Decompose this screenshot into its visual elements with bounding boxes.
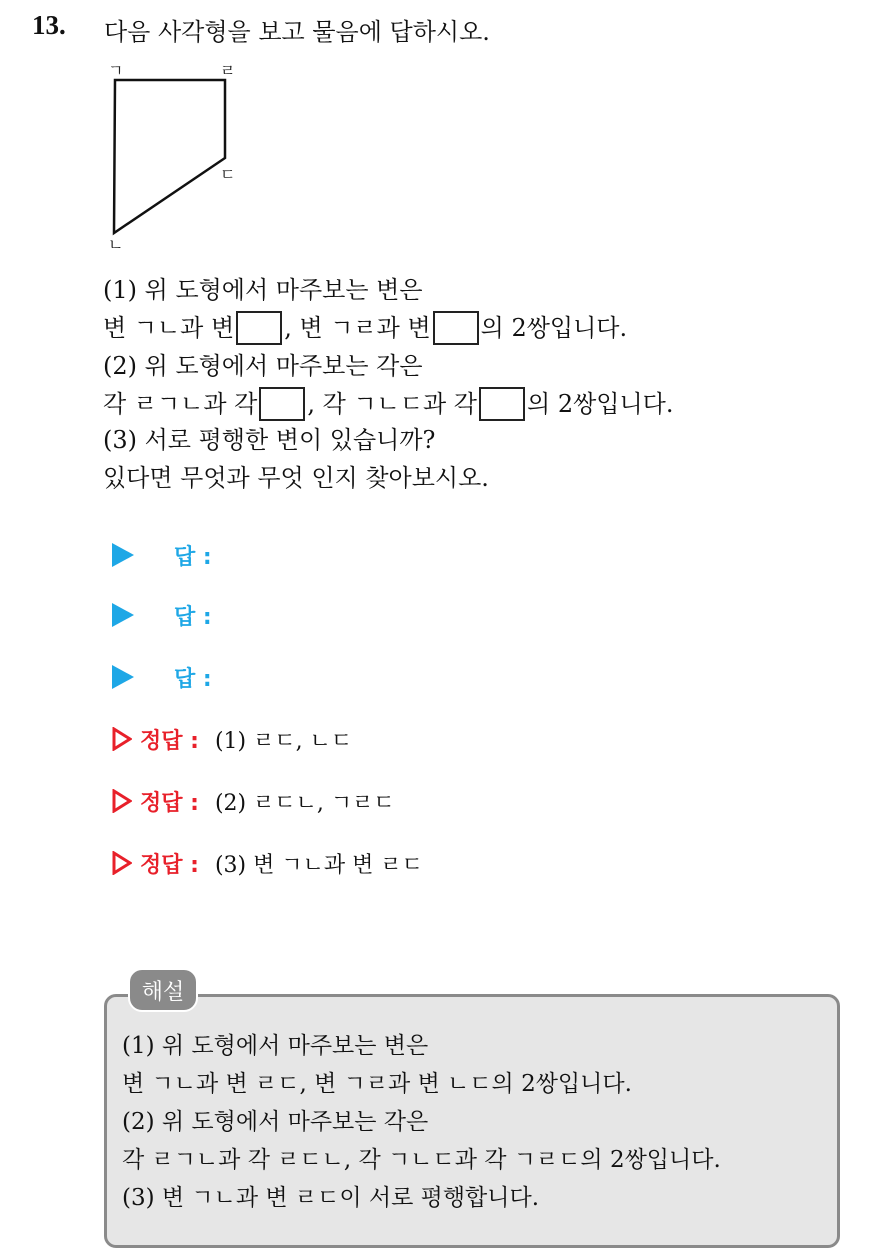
solution-row-1 — [112, 722, 352, 756]
answer-row-3[interactable] — [112, 660, 212, 694]
subquestion-1-text-c: 의 2쌍입니다. — [480, 314, 628, 342]
outline-triangle-icon — [112, 851, 132, 875]
outline-triangle-icon — [112, 789, 132, 813]
solution-row-3 — [112, 846, 423, 880]
question-prompt: 다음 사각형을 보고 물음에 답하시오. — [104, 18, 490, 46]
outline-triangle-icon — [112, 727, 132, 751]
solution-label: 정답 : — [140, 728, 199, 754]
answer-row-1[interactable] — [112, 538, 212, 572]
play-triangle-icon — [112, 543, 134, 567]
explanation-line: 변 ㄱㄴ과 변 ㄹㄷ, 변 ㄱㄹ과 변 ㄴㄷ의 2쌍입니다. — [122, 1071, 632, 1097]
solution-row-2 — [112, 784, 395, 818]
solution-label: 정답 : — [140, 852, 199, 878]
answer-row-2[interactable] — [112, 598, 212, 632]
explanation-tag: 해설 — [128, 968, 198, 1012]
subquestion-1-text-b: , 변 ㄱㄹ과 변 — [284, 314, 431, 342]
explanation-line: (3) 변 ㄱㄴ과 변 ㄹㄷ이 서로 평행합니다. — [122, 1185, 540, 1211]
vertex-label-middle-right: ㄷ — [220, 165, 236, 184]
answer-label: 답 : — [174, 666, 212, 692]
solution-label: 정답 : — [140, 790, 199, 816]
explanation-line: (2) 위 도형에서 마주보는 각은 — [122, 1109, 429, 1135]
answer-blank-box[interactable] — [236, 311, 282, 345]
play-triangle-icon — [112, 603, 134, 627]
play-triangle-icon — [112, 665, 134, 689]
subquestion-3-line-1: (3) 서로 평행한 변이 있습니까? — [103, 426, 436, 454]
explanation-line: 각 ㄹㄱㄴ과 각 ㄹㄷㄴ, 각 ㄱㄴㄷ과 각 ㄱㄹㄷ의 2쌍입니다. — [122, 1147, 721, 1173]
subquestion-1-text-a: 변 ㄱㄴ과 변 — [103, 314, 235, 342]
vertex-label-top-right: ㄹ — [220, 61, 236, 80]
subquestion-2-text-c: 의 2쌍입니다. — [527, 390, 674, 418]
solution-value: (2) ㄹㄷㄴ, ㄱㄹㄷ — [214, 790, 395, 816]
subquestion-2-text-a: 각 ㄹㄱㄴ과 각 — [103, 390, 258, 418]
answer-label: 답 : — [174, 544, 212, 570]
subquestion-2-line-1: (2) 위 도형에서 마주보는 각은 — [103, 352, 423, 380]
vertex-label-bottom-left: ㄴ — [108, 235, 124, 254]
quadrilateral-shape — [114, 80, 225, 233]
vertex-label-top-left: ㄱ — [108, 61, 124, 80]
solution-value: (3) 변 ㄱㄴ과 변 ㄹㄷ — [214, 852, 423, 878]
solution-value: (1) ㄹㄷ, ㄴㄷ — [214, 728, 353, 754]
answer-blank-box[interactable] — [433, 311, 479, 345]
quadrilateral-figure — [100, 56, 250, 256]
answer-label: 답 : — [174, 604, 212, 630]
answer-blank-box[interactable] — [479, 387, 525, 421]
question-number: 13. — [32, 10, 66, 40]
explanation-line: (1) 위 도형에서 마주보는 변은 — [122, 1033, 429, 1059]
subquestion-2-line-2 — [103, 388, 673, 423]
subquestion-2-text-b: , 각 ㄱㄴㄷ과 각 — [307, 390, 477, 418]
subquestion-3-line-2: 있다면 무엇과 무엇 인지 찾아보시오. — [103, 464, 489, 492]
answer-blank-box[interactable] — [259, 387, 305, 421]
subquestion-1-line-1: (1) 위 도형에서 마주보는 변은 — [103, 276, 423, 304]
subquestion-1-line-2 — [103, 312, 627, 347]
